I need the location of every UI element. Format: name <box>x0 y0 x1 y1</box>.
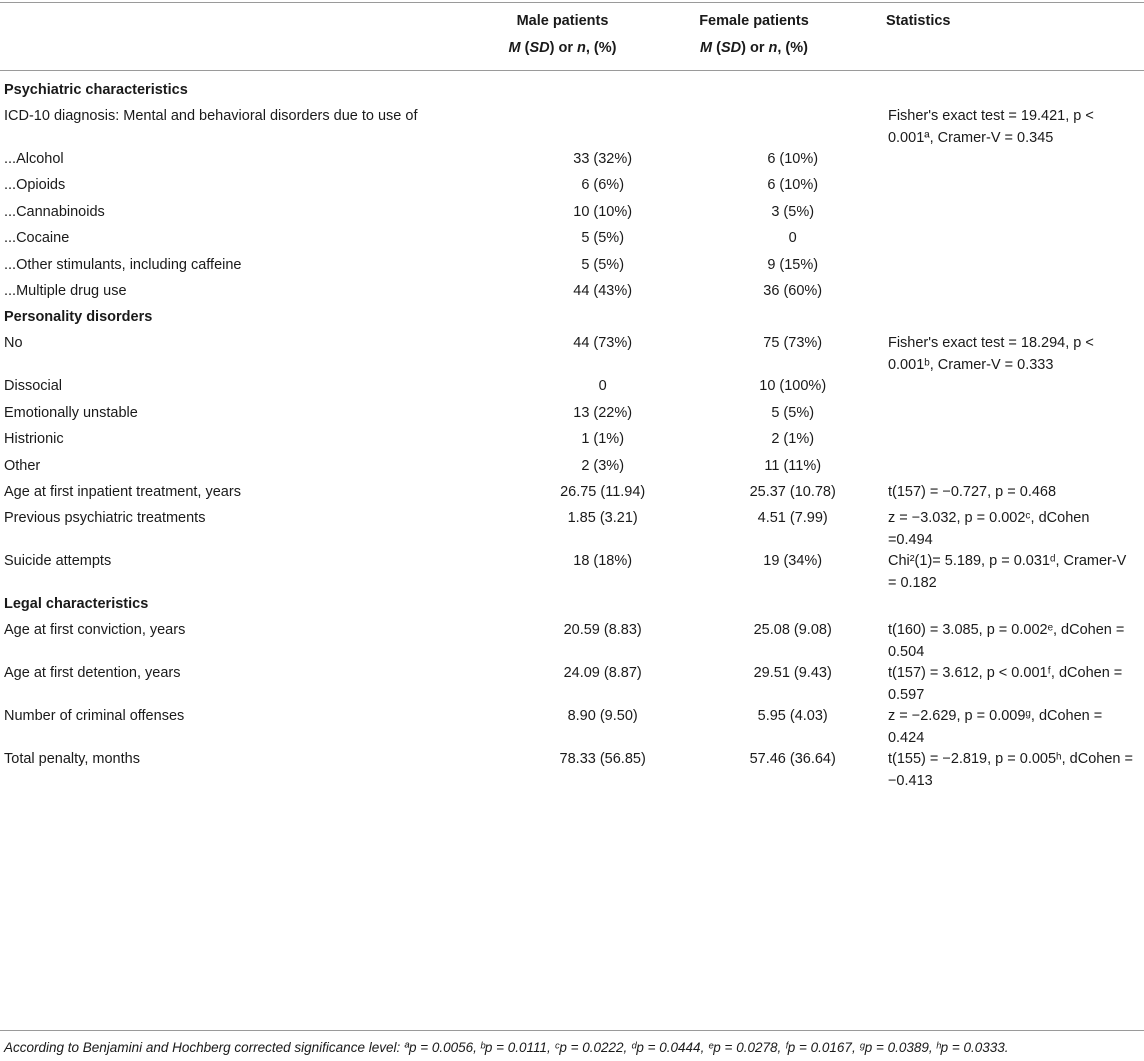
female-value: 19 (34%) <box>763 553 823 570</box>
table-row <box>0 202 1144 228</box>
footnote: According to Benjamini and Hochberg corrected significance level: ªp = 0.0056, ᵇp = 0.0111, ᶜp = 0.0222, ᵈp = 0.0444, ᵉp = 0.0278, ᶠp = 0.0167, ᵍp = 0.0389, ʰp = 0.0333. <box>4 1040 1009 1055</box>
female-value: 11 (11%) <box>764 457 822 474</box>
stats-value <box>888 228 1144 254</box>
male-value: 8.90 (9.50) <box>567 708 638 725</box>
section-row <box>0 307 1144 333</box>
top-rule <box>0 2 1144 3</box>
table-row <box>0 706 1144 749</box>
row-label: ...Other stimulants, including caffeine <box>4 256 242 273</box>
row-label: Age at first detention, years <box>4 665 181 682</box>
stats-value <box>888 429 1144 455</box>
male-value: 44 (73%) <box>573 335 633 352</box>
male-value: 2 (3%) <box>581 457 625 474</box>
header-female-title: Female patients <box>699 13 809 29</box>
male-value: 78.33 (56.85) <box>559 751 646 768</box>
row-label: ICD-10 diagnosis: Mental and behavioral disorders due to use of <box>4 108 418 124</box>
stats-value: z = −3.032, p = 0.002ᶜ, dCohen =0.494 <box>887 510 1090 548</box>
male-value: 10 (10%) <box>573 203 633 220</box>
male-value: 0 <box>598 378 607 395</box>
header-male-title: Male patients <box>516 13 609 29</box>
row-label: Age at first inpatient treatment, years <box>4 483 241 500</box>
section-row <box>0 80 1144 106</box>
female-value <box>697 106 888 149</box>
table-row <box>0 403 1144 429</box>
male-value <box>508 307 698 333</box>
row-label: Emotionally unstable <box>4 404 138 421</box>
female-value: 10 (100%) <box>759 378 827 395</box>
female-value: 3 (5%) <box>771 203 815 220</box>
table-row <box>0 149 1144 175</box>
table-row <box>0 482 1144 508</box>
row-label: Histrionic <box>4 431 64 448</box>
female-value: 0 <box>788 230 797 247</box>
male-value: 5 (5%) <box>581 256 625 273</box>
female-value <box>697 594 888 620</box>
row-label: Personality disorders <box>4 309 153 326</box>
row-label: Age at first conviction, years <box>4 622 186 639</box>
table-row <box>0 228 1144 254</box>
section-row <box>0 594 1144 620</box>
female-value <box>697 307 888 333</box>
stats-value <box>888 255 1144 281</box>
row-label: Number of criminal offenses <box>4 708 185 725</box>
male-value: 26.75 (11.94) <box>560 483 646 500</box>
table-row <box>0 175 1144 201</box>
header-female <box>658 8 850 62</box>
female-value: 6 (10%) <box>767 177 819 194</box>
stats-value <box>888 376 1144 402</box>
table-row <box>0 376 1144 402</box>
female-value: 25.37 (10.78) <box>749 483 836 500</box>
stats-value: t(155) = −2.819, p = 0.005ʰ, dCohen = −0.413 <box>887 751 1133 789</box>
female-value: 2 (1%) <box>771 431 815 448</box>
table-row <box>0 620 1144 663</box>
stats-value: t(160) = 3.085, p = 0.002ᵉ, dCohen = 0.504 <box>887 622 1125 660</box>
stats-value <box>888 80 1144 106</box>
header-stats: Statistics <box>886 13 951 29</box>
female-value: 5.95 (4.03) <box>757 708 828 725</box>
data-table <box>0 80 1144 792</box>
row-label: Total penalty, months <box>4 751 140 768</box>
row-label: Other <box>4 457 41 474</box>
stats-value <box>888 281 1144 307</box>
table-row <box>0 255 1144 281</box>
row-label: Suicide attempts <box>4 553 112 570</box>
row-label: No <box>4 335 23 352</box>
stats-value: Chi²(1)= 5.189, p = 0.031ᵈ, Cramer-V = 0.182 <box>887 553 1127 591</box>
female-value: 29.51 (9.43) <box>753 665 832 682</box>
row-label: ...Opioids <box>4 177 66 194</box>
stats-value: z = −2.629, p = 0.009ᵍ, dCohen = 0.424 <box>887 708 1103 746</box>
stats-value <box>888 149 1144 175</box>
bottom-rule <box>0 1030 1144 1031</box>
table-row <box>0 508 1144 551</box>
male-value: 18 (18%) <box>573 553 633 570</box>
male-value: 33 (32%) <box>573 151 633 167</box>
table-row <box>0 429 1144 455</box>
table-row <box>0 551 1144 594</box>
male-value: 24.09 (8.87) <box>563 665 642 682</box>
header-male <box>467 8 658 62</box>
male-value <box>508 106 698 149</box>
male-value: 44 (43%) <box>573 282 633 299</box>
stats-value <box>888 594 1144 620</box>
row-label: ...Alcohol <box>4 151 64 167</box>
female-value: 75 (73%) <box>763 335 823 352</box>
row-label: ...Cannabinoids <box>4 203 105 220</box>
male-value: 1.85 (3.21) <box>567 510 638 527</box>
female-value: 36 (60%) <box>763 282 823 299</box>
male-value <box>508 80 698 106</box>
female-value: 25.08 (9.08) <box>753 622 832 639</box>
table-row <box>0 456 1144 482</box>
row-label: Psychiatric characteristics <box>4 82 188 98</box>
stats-value: t(157) = 3.612, p < 0.001ᶠ, dCohen = 0.597 <box>887 665 1123 703</box>
male-value: 6 (6%) <box>581 177 625 194</box>
male-value: 20.59 (8.83) <box>563 622 642 639</box>
male-value: 13 (22%) <box>573 404 633 421</box>
header-female-subtitle: M (SD) or n, (%) <box>700 40 808 56</box>
row-label: Legal characteristics <box>4 596 149 613</box>
table-row <box>0 281 1144 307</box>
female-value: 9 (15%) <box>767 256 819 273</box>
female-value: 5 (5%) <box>771 404 815 421</box>
female-value <box>697 80 888 106</box>
stats-value <box>888 202 1144 228</box>
table-row <box>0 663 1144 706</box>
male-value: 1 (1%) <box>581 431 625 448</box>
table-row <box>0 106 1144 149</box>
stats-value <box>888 403 1144 429</box>
stats-value <box>888 175 1144 201</box>
stats-value: Fisher's exact test = 18.294, p < 0.001ᵇ, Cramer-V = 0.333 <box>887 335 1094 373</box>
female-value: 57.46 (36.64) <box>749 751 836 768</box>
row-label: Dissocial <box>4 378 63 395</box>
table-row <box>0 333 1144 376</box>
female-value: 4.51 (7.99) <box>757 510 828 527</box>
row-label: ...Cocaine <box>4 230 70 247</box>
stats-value <box>888 456 1144 482</box>
stats-value <box>888 307 1144 333</box>
male-value <box>508 594 698 620</box>
stats-value: t(157) = −0.727, p = 0.468 <box>887 483 1057 500</box>
row-label: ...Multiple drug use <box>4 282 127 299</box>
female-value: 6 (10%) <box>767 151 819 167</box>
header-rule <box>0 70 1144 71</box>
table-row <box>0 749 1144 792</box>
stats-value: Fisher's exact test = 19.421, p < 0.001ª, Cramer-V = 0.345 <box>887 108 1094 146</box>
header-male-subtitle: M (SD) or n, (%) <box>508 40 617 56</box>
row-label: Previous psychiatric treatments <box>4 510 206 527</box>
male-value: 5 (5%) <box>581 230 625 247</box>
